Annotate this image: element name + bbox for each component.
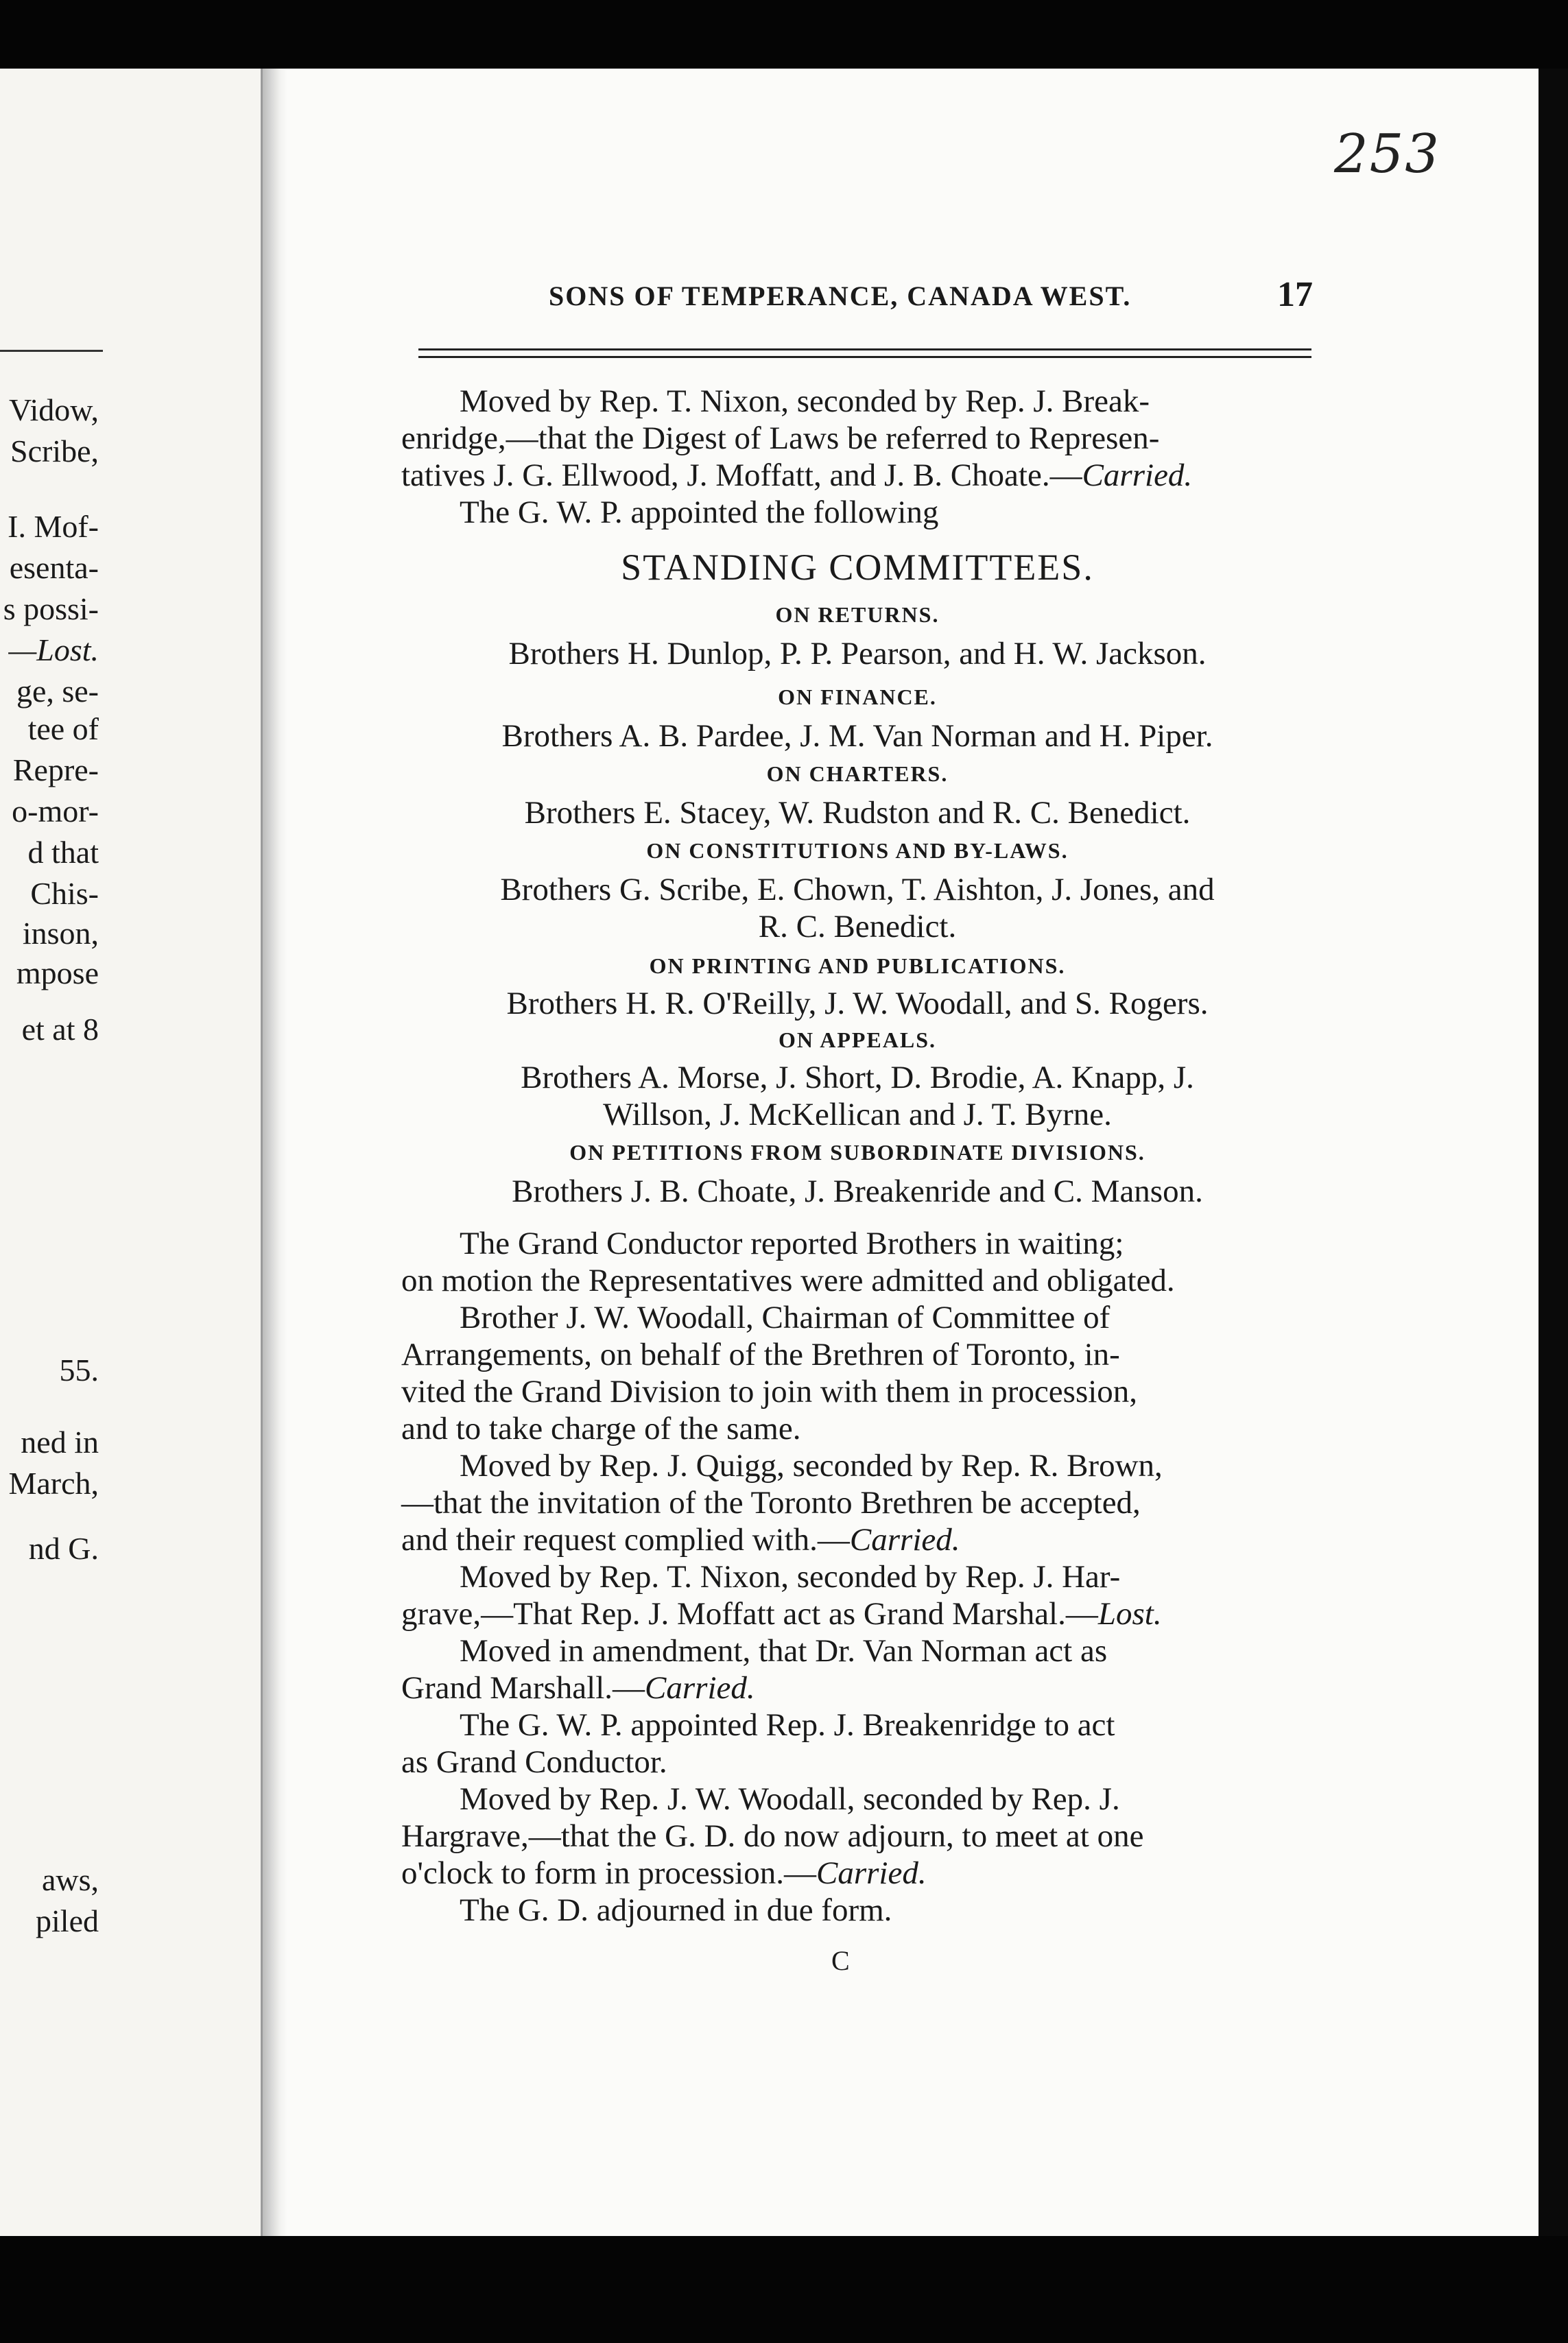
- left-page-text-fragment: o-mor-: [12, 794, 99, 829]
- text-line: on motion the Representatives were admitted and obligated.: [401, 1263, 1175, 1298]
- text-run: grave,—That Rep. J. Moffatt act as Grand Marshal.—: [401, 1596, 1098, 1632]
- left-page-text-fragment: mpose: [16, 955, 99, 990]
- left-page-text-fragment: 55.: [59, 1353, 99, 1388]
- committee-members: R. C. Benedict.: [758, 909, 957, 944]
- left-page-text-fragment: nd G.: [28, 1531, 99, 1566]
- left-page-text-fragment: d that: [27, 835, 99, 870]
- left-page-text-fragment: ned in: [21, 1425, 99, 1460]
- text-line: [401, 1672, 755, 1704]
- section-heading: STANDING COMMITTEES.: [621, 547, 1094, 588]
- scan-border-bottom: [0, 2236, 1568, 2343]
- text-line: —that the invitation of the Toronto Brethren be accepted,: [401, 1485, 1141, 1521]
- text-line: Moved in amendment, that Dr. Van Norman act as: [460, 1633, 1108, 1669]
- text-line: The G. W. P. appointed the following: [460, 495, 939, 530]
- left-page-text-fragment: esenta-: [9, 550, 99, 585]
- committee-heading: ON PETITIONS FROM SUBORDINATE DIVISIONS.: [569, 1140, 1145, 1165]
- committee-heading: ON PRINTING AND PUBLICATIONS.: [649, 953, 1066, 978]
- left-page-text-fragment: piled: [36, 1903, 99, 1938]
- motion-result: Carried.: [1082, 457, 1193, 493]
- left-page-text-fragment: Vidow,: [9, 392, 99, 427]
- text-line: [401, 1524, 960, 1556]
- committee-heading: ON CHARTERS.: [766, 761, 949, 786]
- text-run: and their request complied with.—: [401, 1522, 850, 1558]
- left-page-text-fragment: Chis-: [30, 876, 99, 911]
- committee-members: Brothers J. B. Choate, J. Breakenride and C. Manson.: [512, 1174, 1203, 1209]
- text-run: o'clock to form in procession.—: [401, 1855, 816, 1891]
- text-line: The G. D. adjourned in due form.: [460, 1892, 892, 1928]
- page-number: 17: [1277, 275, 1313, 314]
- committee-heading: ON APPEALS.: [778, 1027, 937, 1052]
- scan-border-right: [1539, 69, 1568, 2257]
- committee-heading: ON FINANCE.: [778, 685, 937, 709]
- motion-result: Carried.: [645, 1670, 755, 1706]
- running-head: SONS OF TEMPERANCE, CANADA WEST.: [549, 281, 1132, 311]
- text-line: Moved by Rep. J. Quigg, seconded by Rep. R. Brown,: [460, 1448, 1163, 1484]
- motion-result: Carried.: [816, 1855, 927, 1891]
- left-page-header-rule: [0, 350, 103, 352]
- left-page-text-fragment: tee of: [27, 711, 99, 746]
- text-line: Brother J. W. Woodall, Chairman of Committee of: [460, 1300, 1110, 1335]
- left-page-text-fragment: et at 8: [21, 1012, 99, 1047]
- left-page-text-fragment: —Lost.: [8, 632, 99, 667]
- left-page-text-fragment: s possi-: [3, 591, 99, 626]
- left-page-text-fragment: I. Mof-: [8, 509, 99, 544]
- text-line: vited the Grand Division to join with them in procession,: [401, 1374, 1138, 1410]
- motion-result: Carried.: [849, 1522, 960, 1558]
- header-rule: [418, 348, 1311, 358]
- text-line: enridge,—that the Digest of Laws be referred to Represen-: [401, 420, 1160, 456]
- text-line: [401, 457, 1193, 493]
- left-page-text-fragment: ge, se-: [16, 674, 99, 709]
- text-line: The G. W. P. appointed Rep. J. Breakenridge to act: [460, 1707, 1115, 1743]
- left-page-fragment: [0, 69, 263, 2257]
- book-gutter: [263, 69, 287, 2257]
- left-page-text-fragment: Repre-: [12, 752, 99, 787]
- text-line: [401, 1857, 927, 1890]
- motion-result: Lost.: [1097, 1596, 1162, 1632]
- text-line: Arrangements, on behalf of the Brethren of Toronto, in-: [401, 1337, 1120, 1372]
- left-page-text-fragment: aws,: [41, 1862, 99, 1897]
- committee-members: Brothers H. R. O'Reilly, J. W. Woodall, and S. Rogers.: [506, 986, 1209, 1021]
- text-line: Moved by Rep. T. Nixon, seconded by Rep. J. Har-: [460, 1559, 1121, 1595]
- committee-members: Brothers A. Morse, J. Short, D. Brodie, A. Knapp, J.: [521, 1060, 1194, 1095]
- committee-members: Brothers E. Stacey, W. Rudston and R. C. Benedict.: [524, 795, 1191, 831]
- committee-members: Brothers A. B. Pardee, J. M. Van Norman and H. Piper.: [501, 718, 1213, 754]
- text-line: Hargrave,—that the G. D. do now adjourn, to meet at one: [401, 1818, 1144, 1854]
- committee-heading: ON CONSTITUTIONS AND BY-LAWS.: [646, 838, 1069, 863]
- text-run: tatives J. G. Ellwood, J. Moffatt, and J. B. Choate.—: [401, 457, 1082, 493]
- text-line: as Grand Conductor.: [401, 1744, 667, 1780]
- handwritten-folio-number: 253: [1334, 123, 1440, 185]
- committee-heading: ON RETURNS.: [775, 602, 940, 627]
- signature-mark: C: [831, 1945, 850, 1976]
- text-line: The Grand Conductor reported Brothers in waiting;: [460, 1226, 1124, 1261]
- text-line: Moved by Rep. T. Nixon, seconded by Rep. J. Break-: [460, 383, 1150, 419]
- text-line: [401, 1598, 1162, 1630]
- text-line: and to take charge of the same.: [401, 1411, 801, 1447]
- committee-members: Brothers H. Dunlop, P. P. Pearson, and H. W. Jackson.: [508, 636, 1207, 671]
- text-line: Moved by Rep. J. W. Woodall, seconded by Rep. J.: [460, 1781, 1120, 1817]
- left-page-text-fragment: Scribe,: [10, 433, 99, 468]
- left-page-text-fragment: inson,: [22, 916, 99, 951]
- text-run: Grand Marshall.—: [401, 1670, 645, 1706]
- committee-members: Brothers G. Scribe, E. Chown, T. Aishton, J. Jones, and: [500, 872, 1215, 907]
- committee-members: Willson, J. McKellican and J. T. Byrne.: [603, 1097, 1112, 1132]
- left-page-text-fragment: March,: [8, 1466, 99, 1501]
